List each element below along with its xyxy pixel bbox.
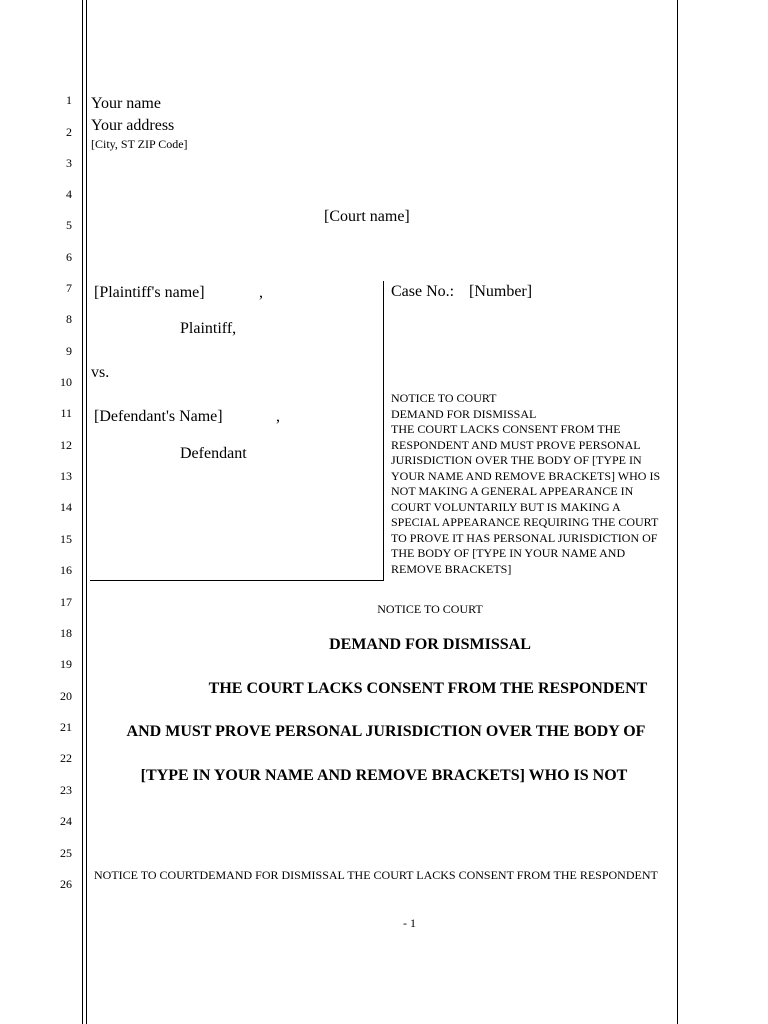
document-title-line: COURT VOLUNTARILY BUT IS MAKING A	[391, 499, 621, 514]
line-number: 2	[66, 125, 72, 139]
line-number: 9	[66, 344, 72, 358]
plaintiff-name: [Plaintiff's name]	[94, 284, 205, 301]
document-title-line: TO PROVE IT HAS PERSONAL JURISDICTION OF	[391, 530, 658, 545]
line-number: 18	[60, 626, 72, 640]
line-number: 26	[60, 877, 72, 891]
line-number: 23	[60, 783, 72, 797]
line-number: 6	[66, 250, 72, 264]
line-number: 5	[66, 218, 72, 232]
page-number: - 1	[403, 916, 416, 930]
heading-line-4: [TYPE IN YOUR NAME AND REMOVE BRACKETS] WHO IS NOT	[140, 767, 628, 784]
defendant-name: [Defendant's Name]	[94, 408, 223, 425]
case-number-value: [Number]	[469, 283, 533, 300]
line-number: 14	[60, 500, 72, 514]
line-number: 19	[60, 657, 72, 671]
line-number: 4	[66, 187, 72, 201]
case-number-label: Case No.:	[391, 283, 455, 300]
caption-divider-horizontal	[90, 580, 384, 581]
document-title-line: REMOVE BRACKETS]	[391, 561, 512, 576]
line-number: 11	[60, 406, 72, 420]
line-number: 1	[66, 93, 72, 107]
document-title-line: JURISDICTION OVER THE BODY OF [TYPE IN	[391, 453, 642, 467]
defendant-label: Defendant	[180, 445, 247, 462]
filer-city-state-zip: [City, ST ZIP Code]	[91, 137, 188, 151]
line-number: 7	[66, 281, 72, 295]
document-title-line: RESPONDENT AND MUST PROVE PERSONAL	[391, 437, 641, 452]
left-margin-rule-outer	[82, 0, 83, 1024]
line-number: 10	[60, 375, 72, 389]
document-title-line: THE BODY OF [TYPE IN YOUR NAME AND	[391, 546, 626, 560]
heading-demand-for-dismissal: DEMAND FOR DISMISSAL	[329, 636, 531, 653]
plaintiff-label: Plaintiff,	[180, 320, 237, 337]
defendant-comma: ,	[276, 408, 280, 425]
document-title-line: SPECIAL APPEARANCE REQUIRING THE COURT	[391, 515, 659, 529]
line-number: 12	[60, 438, 72, 452]
line-number: 17	[60, 595, 72, 609]
document-title-line: NOTICE TO COURT	[391, 391, 497, 405]
notice-to-court: NOTICE TO COURT	[377, 602, 483, 616]
filer-address: Your address	[91, 117, 175, 134]
line-number: 3	[66, 156, 72, 170]
court-name: [Court name]	[324, 208, 410, 225]
line-number: 20	[60, 689, 72, 703]
line-number: 15	[60, 532, 72, 546]
line-number: 21	[60, 720, 72, 734]
left-margin-rule-inner	[86, 0, 87, 1024]
document-title-line: DEMAND FOR DISMISSAL	[391, 406, 537, 421]
document-title-block	[391, 391, 676, 577]
document-title-line: YOUR NAME AND REMOVE BRACKETS] WHO IS	[391, 468, 661, 483]
right-margin-rule	[677, 0, 678, 1024]
line-number: 16	[60, 563, 72, 577]
line-number: 22	[60, 751, 72, 765]
line-number: 24	[60, 814, 72, 828]
heading-line-3: AND MUST PROVE PERSONAL JURISDICTION OVER THE BODY OF	[126, 723, 646, 740]
line-number: 8	[66, 312, 72, 326]
document-title-line: NOT MAKING A GENERAL APPEARANCE IN	[391, 484, 634, 498]
versus-label: vs.	[91, 364, 110, 381]
heading-line-2: THE COURT LACKS CONSENT FROM THE RESPONDENT	[208, 680, 648, 697]
plaintiff-comma: ,	[259, 284, 263, 301]
filer-name: Your name	[91, 95, 161, 112]
line-number: 25	[60, 846, 72, 860]
document-title-line: THE COURT LACKS CONSENT FROM THE	[391, 422, 621, 436]
footer-document-title: NOTICE TO COURTDEMAND FOR DISMISSAL THE COURT LACKS CONSENT FROM THE RESPONDENT	[94, 868, 658, 882]
caption-divider-vertical	[383, 281, 384, 580]
line-number: 13	[60, 469, 72, 483]
